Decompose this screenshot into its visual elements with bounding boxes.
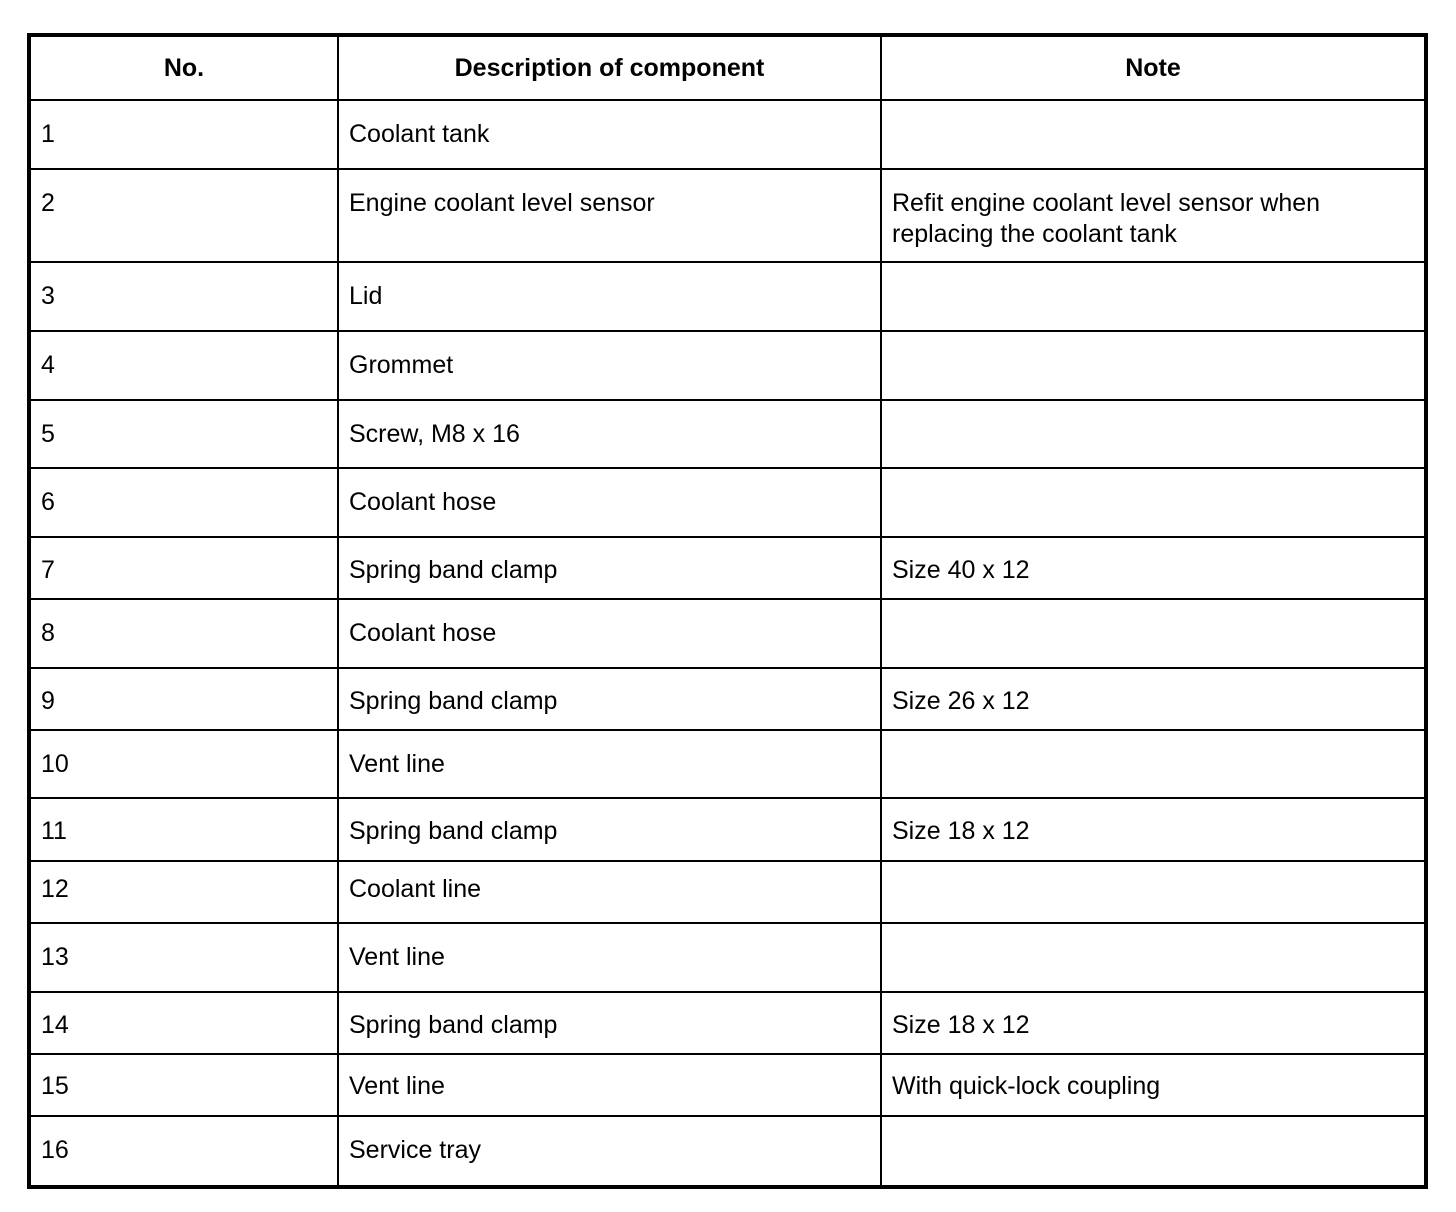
cell-description: Lid [338,262,881,331]
cell-description: Coolant hose [338,468,881,537]
table-row [29,169,1426,262]
table-row [29,599,1426,668]
cell-note [881,1116,1426,1187]
cell-note: With quick-lock coupling [881,1054,1426,1116]
table-row [29,400,1426,468]
cell-description: Spring band clamp [338,992,881,1054]
cell-no: 9 [29,668,338,730]
cell-no: 12 [29,861,338,923]
cell-no: 8 [29,599,338,668]
cell-no: 3 [29,262,338,331]
cell-note: Size 40 x 12 [881,537,1426,599]
cell-note [881,100,1426,169]
cell-no: 4 [29,331,338,400]
cell-note [881,400,1426,468]
header-description: Description of component [338,35,881,100]
cell-no: 1 [29,100,338,169]
table-row [29,861,1426,923]
table-row [29,537,1426,599]
table-row [29,923,1426,992]
table-header [29,35,1426,100]
table-row [29,468,1426,537]
header-no: No. [29,35,338,100]
cell-note: Size 18 x 12 [881,798,1426,861]
table-row [29,798,1426,861]
cell-note: Size 18 x 12 [881,992,1426,1054]
cell-note: Refit engine coolant level sensor when replacing the coolant tank [881,169,1426,262]
cell-description: Coolant tank [338,100,881,169]
table-row [29,668,1426,730]
header-row [29,35,1426,100]
cell-no: 2 [29,169,338,262]
cell-no: 16 [29,1116,338,1187]
cell-description: Engine coolant level sensor [338,169,881,262]
cell-description: Screw, M8 x 16 [338,400,881,468]
cell-note [881,468,1426,537]
cell-description: Vent line [338,1054,881,1116]
cell-description: Grommet [338,331,881,400]
table-row [29,730,1426,798]
cell-note [881,861,1426,923]
cell-description: Spring band clamp [338,668,881,730]
table-row [29,100,1426,169]
table-row [29,1116,1426,1187]
cell-no: 6 [29,468,338,537]
cell-description: Service tray [338,1116,881,1187]
cell-no: 10 [29,730,338,798]
cell-description: Spring band clamp [338,537,881,599]
cell-description: Vent line [338,730,881,798]
cell-note [881,599,1426,668]
cell-description: Vent line [338,923,881,992]
table-body [29,100,1426,1187]
table-row [29,1054,1426,1116]
cell-description: Spring band clamp [338,798,881,861]
cell-note [881,923,1426,992]
cell-no: 7 [29,537,338,599]
cell-note [881,730,1426,798]
cell-no: 13 [29,923,338,992]
cell-no: 15 [29,1054,338,1116]
cell-no: 11 [29,798,338,861]
cell-no: 14 [29,992,338,1054]
cell-note [881,331,1426,400]
cell-no: 5 [29,400,338,468]
header-note: Note [881,35,1426,100]
parts-table [27,33,1428,1189]
table-row [29,992,1426,1054]
table-row [29,262,1426,331]
cell-description: Coolant hose [338,599,881,668]
cell-note: Size 26 x 12 [881,668,1426,730]
cell-note [881,262,1426,331]
table-row [29,331,1426,400]
cell-description: Coolant line [338,861,881,923]
